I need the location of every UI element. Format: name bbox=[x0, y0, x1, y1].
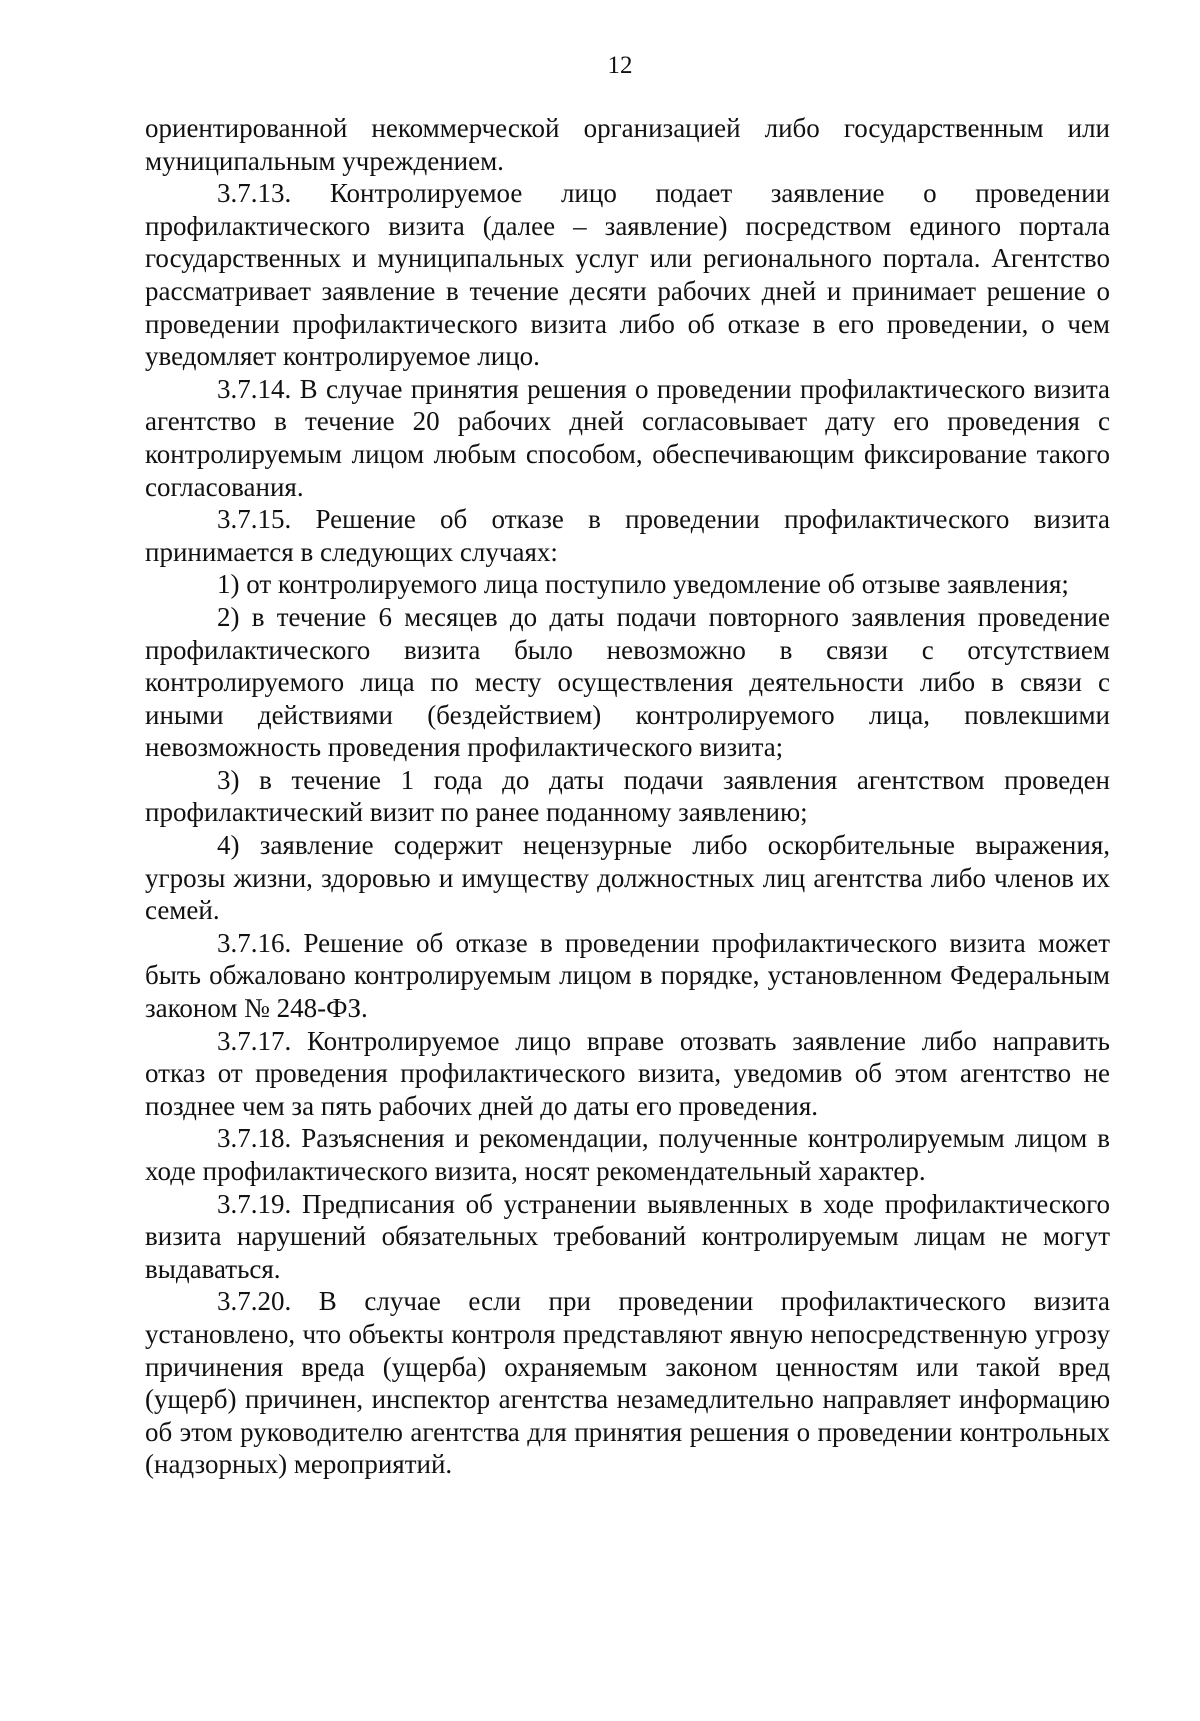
paragraph-3-7-15: 3.7.15. Решение об отказе в проведении профилактического визита принимается в следующих случаях: bbox=[145, 504, 1110, 567]
page-number: 12 bbox=[607, 52, 633, 79]
paragraph-continuation: ориентированной некоммерческой организацией либо государственным или муниципальным учреждением. bbox=[145, 113, 1110, 176]
paragraph-3-7-13: 3.7.13. Контролируемое лицо подает заявление о проведении профилактического визита (далее – заявление) посредством единого портала государственных и муниципальных услуг или регионального портала. Агентство рассматривает заявление в течение десяти рабочих дней и принимает решение о проведении профилактического визита либо об отказе в его проведении, о чем уведомляет контролируемое лицо. bbox=[145, 178, 1110, 372]
list-item-4: 4) заявление содержит нецензурные либо оскорбительные выражения, угрозы жизни, здоровью и имуществу должностных лиц агентства либо членов их семей. bbox=[145, 830, 1110, 926]
paragraph-3-7-20: 3.7.20. В случае если при проведении профилактического визита установлено, что объекты контроля представляют явную непосредственную угрозу причинения вреда (ущерба) охраняемым законом ценностям или такой вред (ущерб) причинен, инспектор агентства незамедлительно направляет информацию об этом руководителю агентства для принятия решения о проведении контрольных (надзорных) мероприятий. bbox=[145, 1286, 1110, 1480]
list-item-3: 3) в течение 1 года до даты подачи заявления агентством проведен профилактический визит по ранее поданному заявлению; bbox=[145, 764, 1110, 828]
paragraph-3-7-17: 3.7.17. Контролируемое лицо вправе отозвать заявление либо направить отказ от проведения профилактического визита, уведомив об этом агентство не позднее чем за пять рабочих дней до даты его проведения. bbox=[145, 1025, 1110, 1121]
paragraph-3-7-16: 3.7.16. Решение об отказе в проведении профилактического визита может быть обжаловано контролируемым лицом в порядке, установленном Федеральным законом № 248-ФЗ. bbox=[145, 927, 1110, 1024]
list-item-1: 1) от контролируемого лица поступило уведомление об отзыве заявления; bbox=[217, 569, 1069, 600]
document-body bbox=[145, 112, 1110, 1481]
paragraph-3-7-19: 3.7.19. Предписания об устранении выявленных в ходе профилактического визита нарушений обязательных требований контролируемым лицам не могут выдаваться. bbox=[145, 1188, 1110, 1284]
list-item-2: 2) в течение 6 месяцев до даты подачи повторного заявления проведение профилактического визита было невозможно в связи с отсутствием контролируемого лица по месту осуществления деятельности либо в связи с иными действиями (бездействием) контролируемого лица, повлекшими невозможность проведения профилактического визита; bbox=[145, 601, 1110, 763]
paragraph-3-7-18: 3.7.18. Разъяснения и рекомендации, полученные контролируемым лицом в ходе профилактического визита, носят рекомендательный характер. bbox=[145, 1123, 1110, 1186]
paragraph-3-7-14: 3.7.14. В случае принятия решения о проведении профилактического визита агентство в течение 20 рабочих дней согласовывает дату его проведения с контролируемым лицом любым способом, обеспечивающим фиксирование такого согласования. bbox=[145, 373, 1110, 502]
